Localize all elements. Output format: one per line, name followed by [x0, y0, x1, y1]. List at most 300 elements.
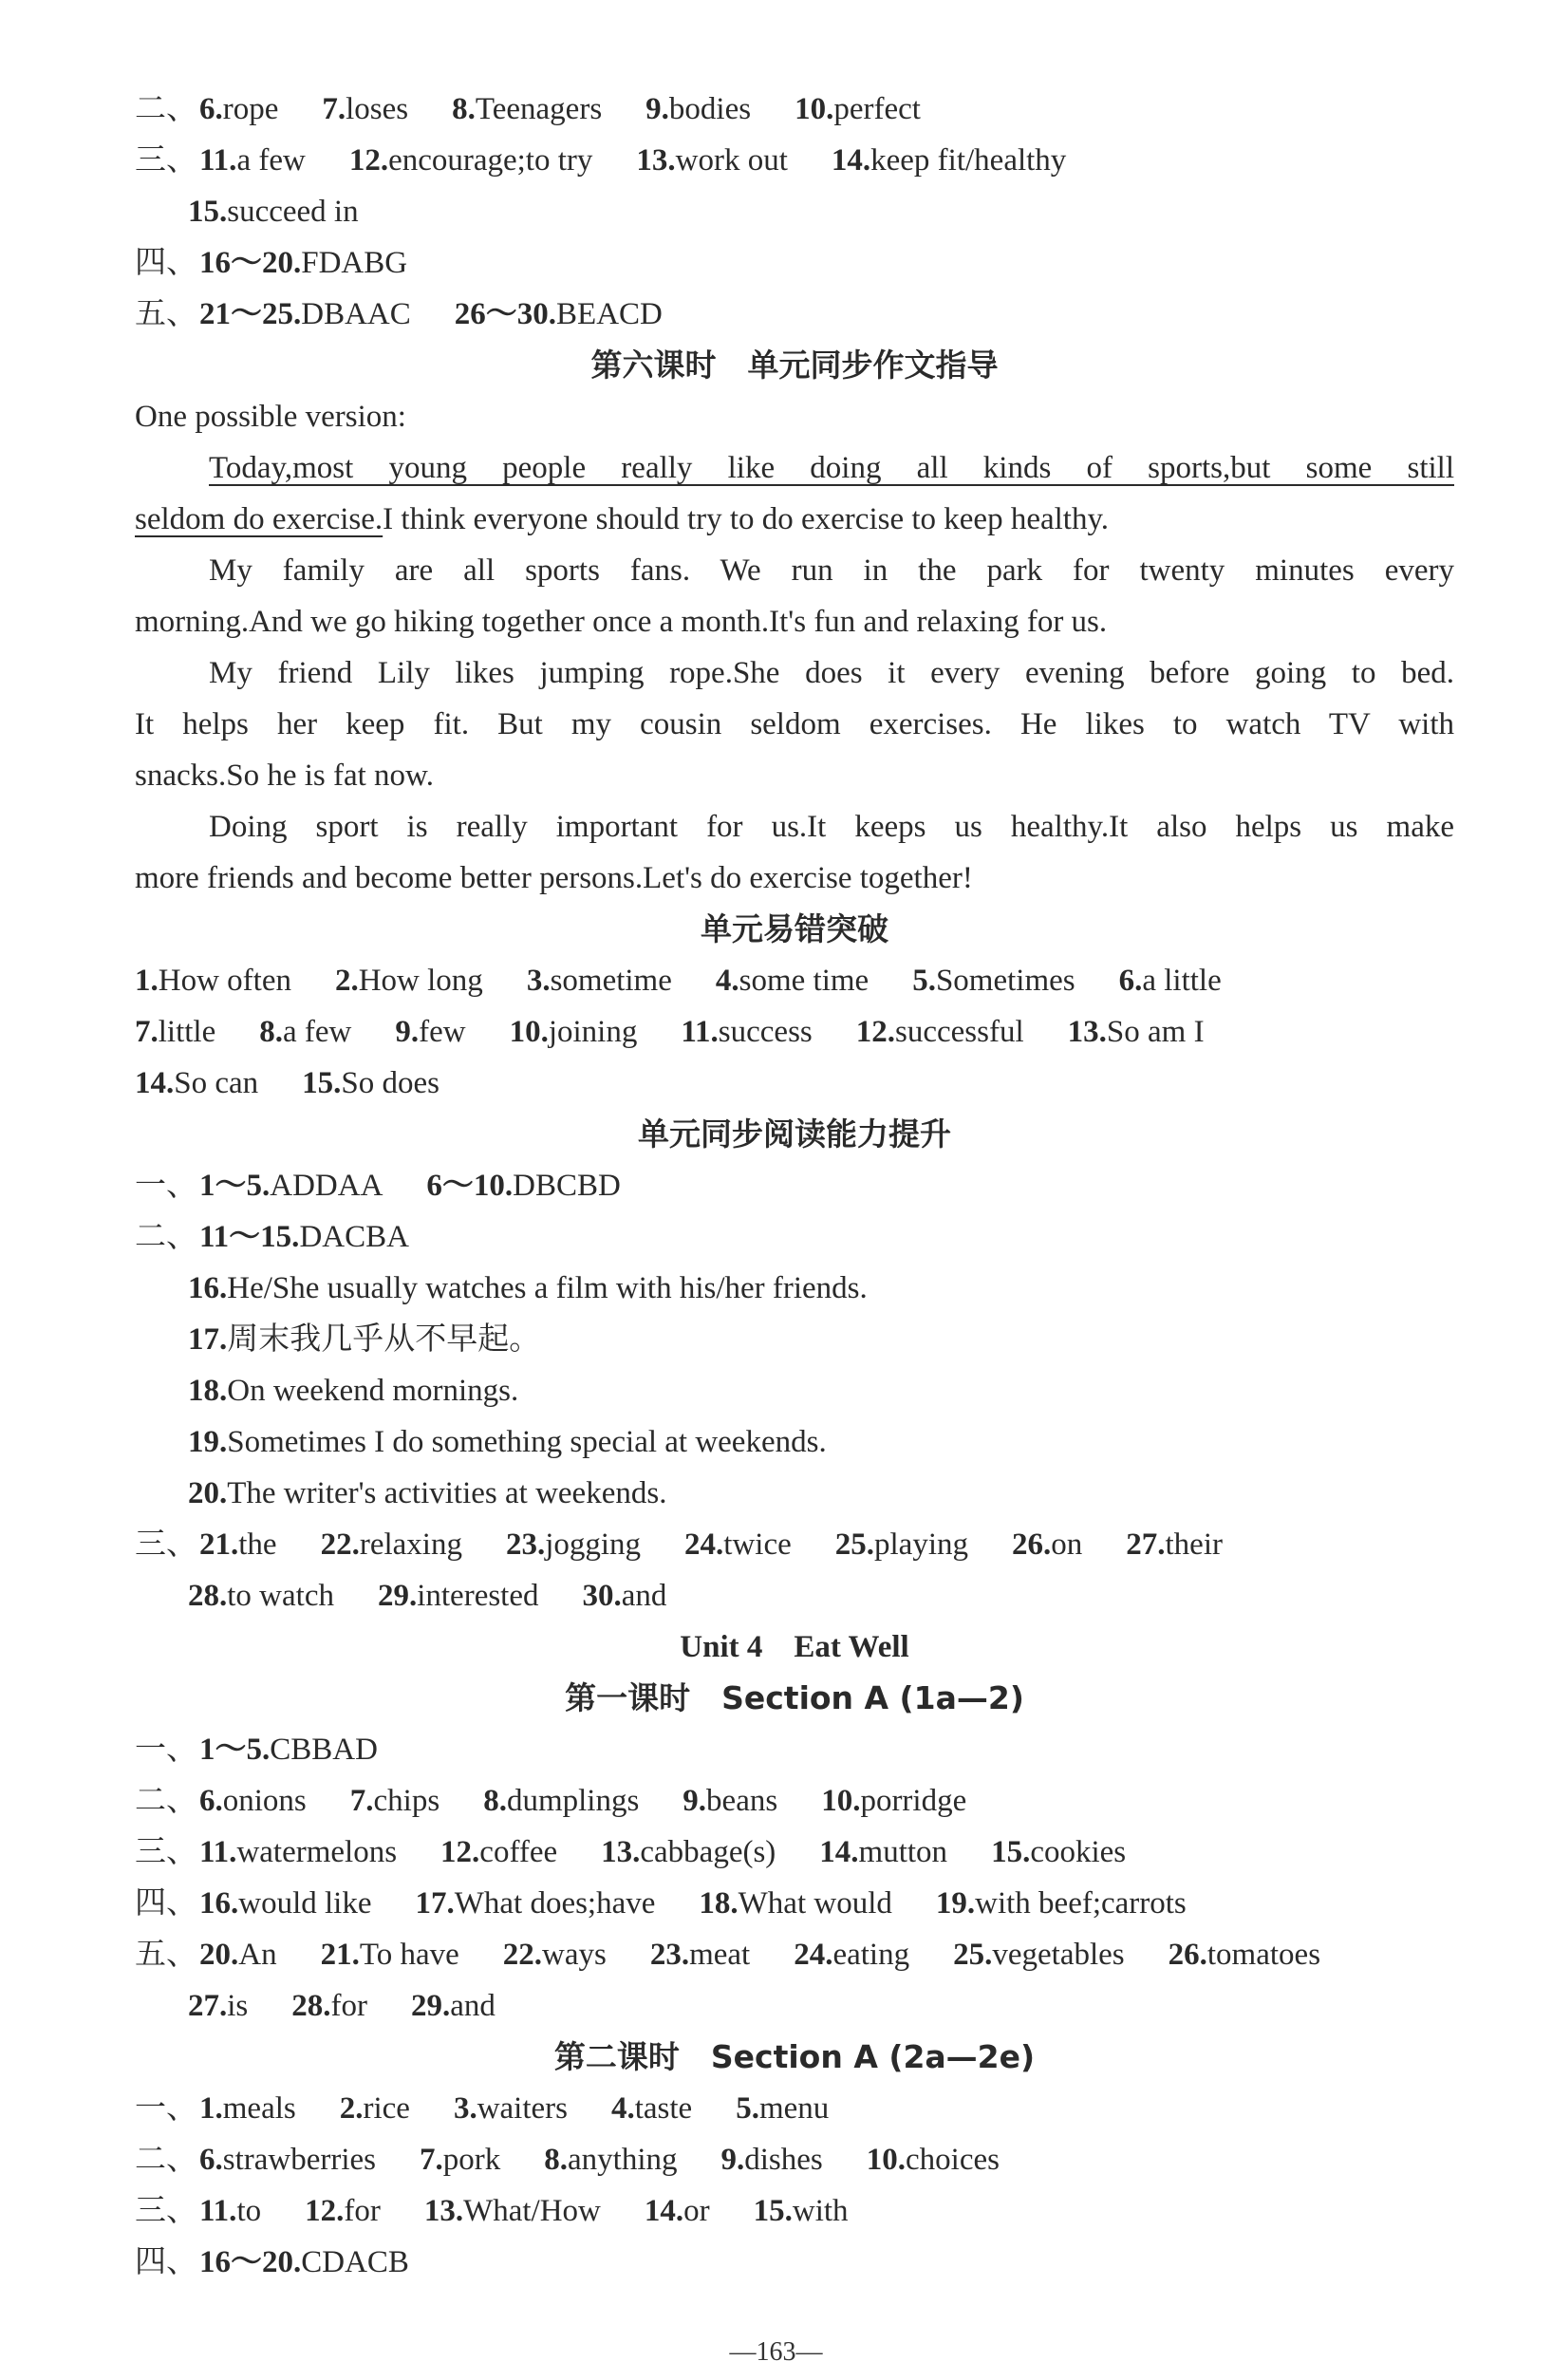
question-number: 3.	[526, 964, 551, 998]
answer-text: An	[238, 1938, 277, 1972]
answer-text: with	[792, 2194, 849, 2228]
answer-item	[601, 1835, 776, 1869]
answer-line	[135, 1365, 1454, 1416]
essay-line: It helps her keep fit. But my cousin seldom exercises. He likes to watch TV with	[135, 707, 1454, 741]
answer-item	[527, 964, 672, 998]
answer-text: On weekend mornings.	[227, 1374, 519, 1408]
answer-item	[322, 92, 408, 126]
answer-text: chips	[373, 1784, 440, 1818]
question-number: 4.	[715, 964, 739, 998]
answer-text: CDACB	[301, 2245, 409, 2279]
answer-item	[611, 2091, 692, 2126]
answer-item	[795, 92, 921, 126]
answer-item	[350, 1784, 439, 1818]
answer-item	[645, 92, 751, 126]
question-number: 21～25.	[199, 297, 302, 331]
question-number: 11.	[199, 1835, 237, 1869]
answer-text: to watch	[227, 1579, 334, 1613]
question-number: 3.	[453, 2091, 477, 2126]
answer-line	[135, 1929, 1454, 1980]
question-number: 6.	[199, 92, 223, 126]
answer-text: the	[238, 1527, 277, 1562]
answer-item	[188, 1579, 334, 1613]
answer-text: some time	[739, 964, 869, 998]
answer-text: What/How	[463, 2194, 601, 2228]
answer-text: The writer's activities at weekends.	[227, 1476, 667, 1510]
answer-item	[835, 1527, 968, 1562]
answer-text: How often	[158, 964, 291, 998]
answer-text: He/She usually watches a film with his/her friends.	[227, 1271, 868, 1305]
question-number: 11.	[199, 2194, 237, 2228]
question-number: 6～10.	[426, 1169, 514, 1203]
answer-item	[721, 2143, 823, 2177]
question-number: 14.	[135, 1066, 175, 1100]
part-marker: 五、	[135, 1938, 197, 1972]
answer-item	[452, 92, 602, 126]
answer-text: cookies	[1030, 1835, 1127, 1869]
question-number: 16.	[188, 1271, 228, 1305]
answer-text: BEACD	[556, 297, 663, 331]
answer-text: perfect	[833, 92, 921, 126]
answer-item	[321, 1938, 459, 1972]
question-number: 5.	[736, 2091, 759, 2126]
question-number: 28.	[291, 1989, 331, 2023]
answer-text: work out	[675, 143, 788, 178]
question-number: 8.	[483, 1784, 507, 1818]
answer-text: DBAAC	[301, 297, 411, 331]
section-heading: 单元同步阅读能力提升	[638, 1115, 951, 1153]
answer-text: coffee	[479, 1835, 558, 1869]
answer-item	[199, 1835, 397, 1869]
answer-item	[199, 2091, 296, 2126]
question-number: 12.	[305, 2194, 345, 2228]
answer-text: Sometimes I do something special at weekends.	[227, 1425, 827, 1459]
answer-text: a little	[1142, 964, 1222, 998]
answer-item	[188, 1374, 518, 1408]
question-number: 29.	[411, 1989, 451, 2023]
answer-text: jogging	[545, 1527, 642, 1562]
answer-text: succeed in	[227, 195, 359, 229]
question-number: 1～5.	[199, 1169, 271, 1203]
answer-item	[135, 964, 291, 998]
part-marker: 四、	[135, 2245, 197, 2279]
answer-text: for	[344, 2194, 381, 2228]
answer-item	[754, 2194, 849, 2228]
question-number: 14.	[644, 2194, 684, 2228]
answer-line	[135, 2237, 1454, 2288]
answer-text: taste	[634, 2091, 693, 2126]
question-number: 6.	[199, 1784, 223, 1818]
answer-line	[135, 84, 1454, 135]
answer-text: What does;have	[454, 1886, 656, 1921]
question-number: 22.	[320, 1527, 360, 1562]
answer-text: loses	[346, 92, 409, 126]
answer-item	[821, 1784, 966, 1818]
answer-text: To have	[359, 1938, 459, 1972]
answer-item	[199, 2245, 409, 2279]
answer-line	[135, 1416, 1454, 1468]
answer-text: FDABG	[301, 246, 408, 280]
answer-line	[135, 1006, 1454, 1058]
question-number: 13.	[1067, 1015, 1107, 1049]
answer-text: little	[158, 1015, 216, 1049]
question-number: 16.	[199, 1886, 239, 1921]
answer-item	[832, 143, 1066, 178]
answer-item	[636, 143, 788, 178]
question-number: 11.	[681, 1015, 719, 1049]
answer-text: interested	[417, 1579, 539, 1613]
answer-text: pork	[442, 2143, 501, 2177]
answer-item	[199, 1886, 371, 1921]
part-marker: 五、	[135, 297, 197, 331]
answer-item	[819, 1835, 947, 1869]
answer-text: eating	[832, 1938, 910, 1972]
answer-text: keep fit/healthy	[870, 143, 1067, 178]
answer-item	[291, 1989, 367, 2023]
question-number: 29.	[377, 1579, 418, 1613]
answer-text: on	[1051, 1527, 1083, 1562]
answer-item	[1012, 1527, 1082, 1562]
question-number: 9.	[395, 1015, 420, 1049]
answer-line	[135, 1314, 1454, 1365]
answer-item	[349, 143, 593, 178]
answer-item	[305, 2194, 381, 2228]
answer-line	[135, 2083, 1454, 2134]
answer-item	[455, 297, 663, 331]
answer-text: So can	[174, 1066, 259, 1100]
question-number: 21.	[320, 1938, 360, 1972]
answer-item	[645, 2194, 710, 2228]
answer-line	[135, 1468, 1454, 1519]
answer-item	[199, 1784, 307, 1818]
answer-item	[199, 1169, 383, 1203]
answer-text: their	[1165, 1527, 1223, 1562]
answer-item	[199, 1938, 277, 1972]
answer-item	[1068, 1015, 1205, 1049]
answer-item	[188, 195, 359, 229]
question-number: 13.	[636, 143, 676, 178]
question-number: 7.	[349, 1784, 374, 1818]
question-number: 30.	[582, 1579, 622, 1613]
question-number: 18.	[699, 1886, 739, 1921]
question-number: 24.	[794, 1938, 833, 1972]
essay-line: morning.And we go hiking together once a month.It's fun and relaxing for us.	[135, 605, 1108, 639]
answer-item	[188, 1476, 666, 1510]
answer-text: or	[683, 2194, 710, 2228]
essay-line: snacks.So he is fat now.	[135, 759, 434, 793]
question-number: 9.	[683, 1784, 707, 1818]
answer-text: with beef;carrots	[975, 1886, 1187, 1921]
answer-line	[135, 1058, 1454, 1109]
question-number: 13.	[601, 1835, 641, 1869]
part-marker: 一、	[135, 1169, 197, 1203]
answer-text: relaxing	[359, 1527, 462, 1562]
question-number: 18.	[188, 1374, 228, 1408]
answer-text: porridge	[860, 1784, 967, 1818]
answer-item	[684, 1527, 792, 1562]
answer-text: ways	[542, 1938, 607, 1972]
question-number: 14.	[831, 143, 871, 178]
answer-item	[699, 1886, 891, 1921]
question-number: 28.	[188, 1579, 228, 1613]
answer-text: So does	[341, 1066, 439, 1100]
section-heading: Unit 4 Eat Well	[680, 1630, 909, 1664]
answer-item	[991, 1835, 1126, 1869]
answer-text: anything	[568, 2143, 678, 2177]
question-number: 15.	[188, 195, 228, 229]
answer-line	[135, 186, 1454, 237]
question-number: 7.	[420, 2143, 443, 2177]
answer-text: success	[718, 1015, 813, 1049]
part-marker: 二、	[135, 92, 197, 126]
answer-text: to	[236, 2194, 262, 2228]
answer-text: dumplings	[506, 1784, 640, 1818]
answer-text: and	[621, 1579, 667, 1613]
answer-line	[135, 1827, 1454, 1878]
answer-item	[199, 92, 278, 126]
answer-item	[135, 1015, 215, 1049]
section-heading: 第二课时 Section A (2a—2e)	[553, 2038, 1036, 2075]
answer-item	[953, 1938, 1125, 1972]
answer-item	[340, 2091, 410, 2126]
answer-item	[454, 2091, 568, 2126]
answer-item	[415, 1886, 655, 1921]
answer-item	[199, 297, 411, 331]
answer-item	[199, 1733, 378, 1767]
answer-text: a few	[236, 143, 306, 178]
answer-item	[912, 964, 1075, 998]
part-marker: 二、	[135, 2143, 197, 2177]
answer-text: CBBAD	[270, 1733, 378, 1767]
question-number: 5.	[912, 964, 936, 998]
answer-line	[135, 1160, 1454, 1211]
part-marker: 一、	[135, 1733, 197, 1767]
question-number: 11～15.	[199, 1220, 300, 1254]
answer-text: dishes	[744, 2143, 823, 2177]
answer-text: few	[419, 1015, 466, 1049]
answer-item	[188, 1989, 248, 2023]
part-marker: 三、	[135, 143, 197, 178]
answer-text: mutton	[858, 1835, 948, 1869]
question-number: 1～5.	[199, 1733, 271, 1767]
answer-text: joining	[548, 1015, 638, 1049]
question-number: 2.	[334, 964, 359, 998]
part-marker: 二、	[135, 1220, 197, 1254]
question-number: 8.	[544, 2143, 569, 2177]
question-number: 22.	[502, 1938, 542, 1972]
answer-item	[1169, 1938, 1320, 1972]
answer-text: rope	[222, 92, 279, 126]
answer-item	[510, 1015, 638, 1049]
answer-text: DACBA	[299, 1220, 409, 1254]
answer-text: cabbage(s)	[640, 1835, 776, 1869]
question-number: 17.	[188, 1322, 228, 1357]
part-marker: 一、	[135, 2091, 197, 2126]
answer-item	[188, 1271, 868, 1305]
answer-item	[503, 1938, 607, 1972]
answer-item	[378, 1579, 539, 1613]
answer-line	[135, 135, 1454, 186]
answer-line	[135, 2185, 1454, 2237]
answer-item	[794, 1938, 909, 1972]
question-number: 12.	[440, 1835, 480, 1869]
question-number: 23.	[649, 1938, 690, 1972]
answer-item	[199, 246, 407, 280]
answer-item	[1126, 1527, 1223, 1562]
underlined-text: seldom do exercise.	[135, 502, 383, 536]
answer-item	[335, 964, 483, 998]
answer-text: a few	[283, 1015, 352, 1049]
answer-text: tomatoes	[1206, 1938, 1321, 1972]
answer-text: DBCBD	[513, 1169, 621, 1203]
answer-text: meals	[222, 2091, 296, 2126]
answer-item	[683, 1784, 777, 1818]
answer-line	[135, 2134, 1454, 2185]
question-number: 8.	[259, 1015, 283, 1049]
answer-item	[681, 1015, 812, 1049]
answer-text: Teenagers	[475, 92, 603, 126]
question-number: 19.	[935, 1886, 976, 1921]
question-number: 23.	[505, 1527, 546, 1562]
question-number: 9.	[645, 92, 669, 126]
answer-text: So am I	[1106, 1015, 1205, 1049]
answer-text: is	[227, 1989, 249, 2023]
answer-text: watermelons	[236, 1835, 398, 1869]
answer-text: successful	[895, 1015, 1024, 1049]
answer-text: playing	[874, 1527, 968, 1562]
question-number: 15.	[991, 1835, 1031, 1869]
answer-text: 周末我几乎从不早起。	[227, 1322, 541, 1357]
answer-text: sometime	[550, 964, 672, 998]
answer-item	[199, 143, 306, 178]
question-number: 15.	[753, 2194, 793, 2228]
answer-line	[135, 955, 1454, 1006]
answer-text: choices	[906, 2143, 1000, 2177]
answer-line	[135, 237, 1454, 289]
answer-item	[395, 1015, 465, 1049]
essay-line: Today,most young people really like doing all kinds of sports,but some still	[209, 451, 1454, 485]
answer-item	[856, 1015, 1024, 1049]
answer-item	[199, 2143, 376, 2177]
answer-item	[188, 1425, 827, 1459]
answer-item	[188, 1322, 540, 1357]
answer-item	[199, 1527, 277, 1562]
answer-text: and	[450, 1989, 496, 2023]
answer-text: waiters	[477, 2091, 568, 2126]
answer-item	[199, 2194, 261, 2228]
answer-text: strawberries	[222, 2143, 377, 2177]
question-number: 26～30.	[454, 297, 557, 331]
question-number: 10.	[821, 1784, 861, 1818]
answer-item	[440, 1835, 557, 1869]
answer-text: beans	[706, 1784, 778, 1818]
question-number: 4.	[610, 2091, 635, 2126]
question-number: 2.	[339, 2091, 364, 2126]
answer-item	[506, 1527, 641, 1562]
answer-line	[135, 1570, 1454, 1621]
essay-line: One possible version:	[135, 400, 406, 434]
answer-line	[135, 1775, 1454, 1827]
essay-line: My friend Lily likes jumping rope.She does it every evening before going to bed.	[209, 656, 1454, 690]
answer-item	[321, 1527, 462, 1562]
question-number: 12.	[855, 1015, 896, 1049]
part-marker: 四、	[135, 246, 197, 280]
question-number: 10.	[509, 1015, 549, 1049]
part-marker: 四、	[135, 1886, 197, 1921]
answer-item	[199, 1220, 409, 1254]
answer-text: menu	[758, 2091, 830, 2126]
question-number: 20.	[199, 1938, 239, 1972]
essay-line: My family are all sports fans. We run in the park for twenty minutes every	[209, 553, 1454, 588]
question-number: 14.	[819, 1835, 859, 1869]
answer-line	[135, 1878, 1454, 1929]
page-number: —163—	[729, 2337, 823, 2367]
question-number: 21.	[199, 1527, 239, 1562]
answer-item	[411, 1989, 496, 2023]
answer-item	[135, 1066, 258, 1100]
essay-line: Doing sport is really important for us.It keeps us healthy.It also helps us make	[209, 810, 1454, 844]
answer-item	[420, 2143, 500, 2177]
essay-line: more friends and become better persons.Let's do exercise together!	[135, 861, 973, 895]
part-marker: 三、	[135, 1835, 197, 1869]
answer-text: for	[330, 1989, 367, 2023]
answer-line	[135, 289, 1454, 340]
section-heading: 单元易错突破	[701, 910, 888, 947]
answer-text: What would	[738, 1886, 892, 1921]
answer-text: Sometimes	[935, 964, 1075, 998]
question-number: 20.	[188, 1476, 228, 1510]
answer-text: bodies	[668, 92, 752, 126]
answer-item	[583, 1579, 667, 1613]
part-marker: 二、	[135, 1784, 197, 1818]
question-number: 27.	[188, 1989, 228, 2023]
answer-key-page	[135, 84, 1454, 2288]
answer-line	[135, 1724, 1454, 1775]
answer-text: meat	[689, 1938, 751, 1972]
answer-text: How long	[358, 964, 483, 998]
question-number: 7.	[322, 92, 346, 126]
section-heading: 第一课时 Section A (1a—2)	[565, 1679, 1024, 1716]
question-number: 15.	[302, 1066, 342, 1100]
answer-item	[736, 2091, 829, 2126]
question-number: 10.	[795, 92, 834, 126]
question-number: 6.	[1118, 964, 1143, 998]
answer-text: would like	[238, 1886, 372, 1921]
answer-item	[544, 2143, 677, 2177]
part-marker: 三、	[135, 2194, 197, 2228]
answer-item	[650, 1938, 750, 1972]
answer-item	[716, 964, 869, 998]
essay-line: seldom do exercise.I think everyone should try to do exercise to keep healthy.	[135, 502, 1110, 536]
answer-item	[1119, 964, 1222, 998]
question-number: 19.	[188, 1425, 228, 1459]
answer-text: twice	[723, 1527, 792, 1562]
question-number: 16～20.	[199, 246, 302, 280]
question-number: 8.	[452, 92, 476, 126]
answer-item	[483, 1784, 639, 1818]
answer-line	[135, 1211, 1454, 1263]
question-number: 11.	[199, 143, 237, 178]
section-heading: 第六课时 单元同步作文指导	[590, 347, 999, 384]
question-number: 12.	[348, 143, 389, 178]
question-number: 17.	[415, 1886, 455, 1921]
question-number: 16～20.	[199, 2245, 302, 2279]
question-number: 24.	[684, 1527, 724, 1562]
answer-item	[259, 1015, 351, 1049]
answer-item	[867, 2143, 1000, 2177]
answer-line	[135, 1980, 1454, 2032]
question-number: 1.	[135, 964, 159, 998]
